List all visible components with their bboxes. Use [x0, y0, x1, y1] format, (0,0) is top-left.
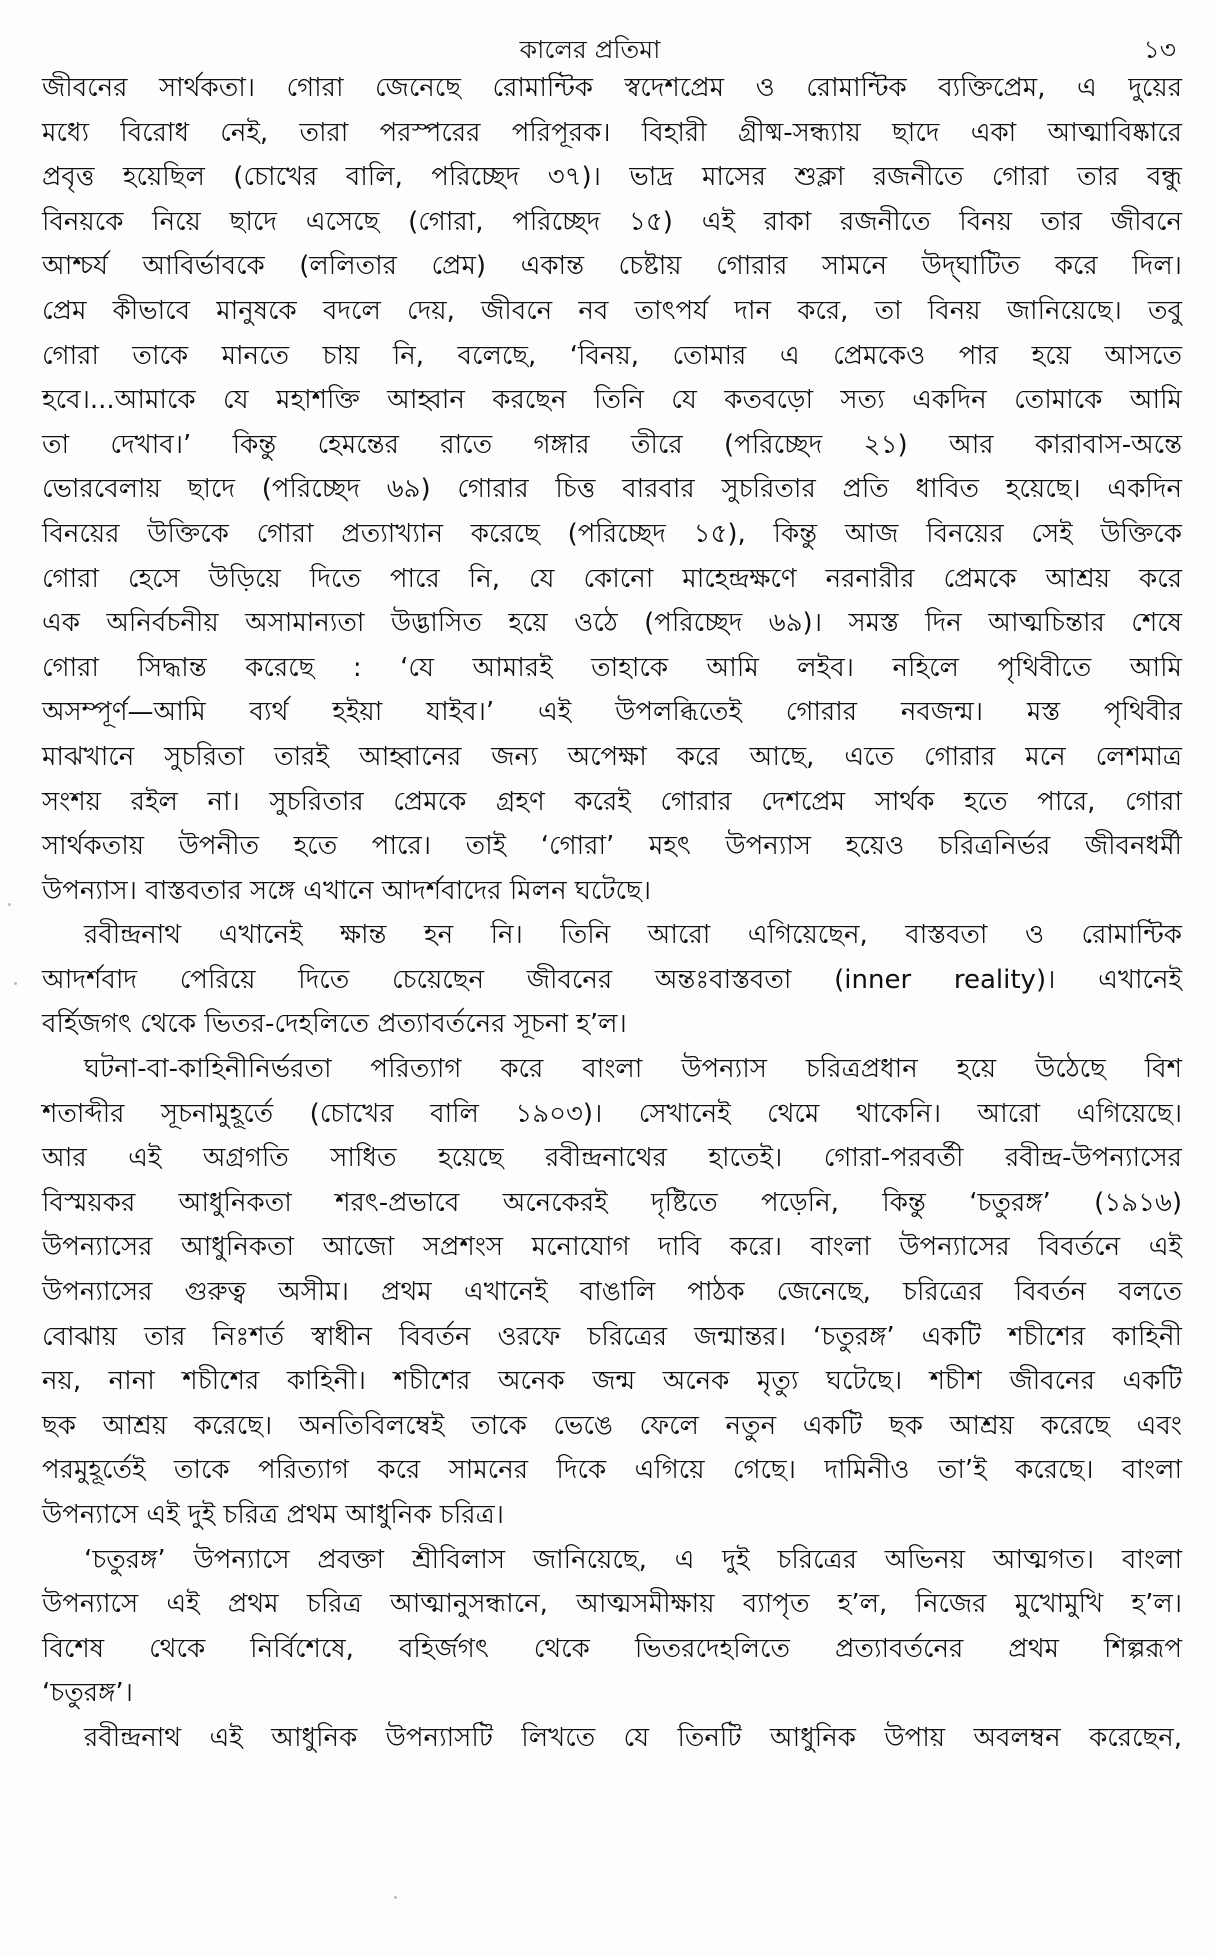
text-line-paragraph-start: ঘটনা-বা-কাহিনীনির্ভরতা পরিত্যাগ করে বাংলা উপন্যাস চরিত্রপ্রধান হয়ে উঠেছে বিশ: [84, 1054, 1182, 1085]
text-line: গোরা হেসে উড়িয়ে দিতে পারে নি, যে কোনো মাহেন্দ্রক্ষণে নরনারীর প্রেমকে আশ্রয় করে: [42, 563, 1182, 594]
text-line: উপন্যাসের গুরুত্ব অসীম। প্রথম এখানেই বাঙালি পাঠক জেনেছে, চরিত্রের বিবর্তন বলতে: [42, 1277, 1182, 1308]
text-line: উপন্যাসে এই প্রথম চরিত্র আত্মানুসন্ধানে, আত্মসমীক্ষায় ব্যাপৃত হ’ল, নিজের মুখোমুখি হ’ল।: [42, 1589, 1182, 1620]
text-line: ছক আশ্রয় করেছে। অনতিবিলম্বেই তাকে ভেঙে ফেলে নতুন একটি ছক আশ্রয় করেছে এবং: [42, 1410, 1182, 1441]
text-line: তা দেখাব।’ কিন্তু হেমন্তের রাতে গঙ্গার তীরে (পরিচ্ছেদ ২১) আর কারাবাস-অন্তে: [42, 429, 1182, 460]
text-line: বিশেষ থেকে নির্বিশেষে, বহির্জগৎ থেকে ভিতরদেহলিতে প্রত্যাবর্তনের প্রথম শিল্পরূপ: [42, 1633, 1182, 1664]
text-line: উপন্যাসের আধুনিকতা আজো সপ্রশংস মনোযোগ দাবি করে। বাংলা উপন্যাসের বিবর্তনে এই: [42, 1232, 1183, 1263]
text-line: প্রেম কীভাবে মানুষকে বদলে দেয়, জীবনে নব তাৎপর্য দান করে, তা বিনয় জানিয়েছে। তবু: [42, 295, 1182, 326]
text-line: শতাব্দীর সূচনামুহূর্তে (চোখের বালি ১৯০৩)। সেখানেই থেমে থাকেনি। আরো এগিয়েছে।: [42, 1098, 1182, 1129]
text-line: জীবনের সার্থকতা। গোরা জেনেছে রোমান্টিক স্বদেশপ্রেম ও রোমান্টিক ব্যক্তিপ্রেম, এ দুয়ের: [42, 73, 1182, 103]
text-line: বিনয়ের উক্তিকে গোরা প্রত্যাখ্যান করেছে (পরিচ্ছেদ ১৫), কিন্তু আজ বিনয়ের সেই উক্তিকে: [42, 518, 1182, 549]
text-line-paragraph-start: ‘চতুরঙ্গ’ উপন্যাসে প্রবক্তা শ্রীবিলাস জানিয়েছে, এ দুই চরিত্রের অভিনয় আত্মগত। বাংলা: [84, 1544, 1182, 1575]
text-line: ভোরবেলায় ছাদে (পরিচ্ছেদ ৬৯) গোরার চিত্ত বারবার সুচরিতার প্রতি ধাবিত হয়েছে। একদিন: [42, 474, 1182, 505]
text-line: মাঝখানে সুচরিতা তারই আহ্বানের জন্য অপেক্ষা করে আছে, এতে গোরার মনে লেশমাত্র: [42, 741, 1182, 772]
text-line: মধ্যে বিরোধ নেই, তারা পরস্পরের পরিপূরক। বিহারী গ্রীষ্ম-সন্ধ্যায় ছাদে একা আত্মাবিষ্কারে: [42, 117, 1182, 148]
text-line: বোঝায় তার নিঃশর্ত স্বাধীন বিবর্তন ওরফে চরিত্রের জন্মান্তর। ‘চতুরঙ্গ’ একটি শচীশের কাহিনী: [42, 1321, 1182, 1352]
scan-speck: [14, 982, 17, 985]
text-line-paragraph-end: বর্হিজগৎ থেকে ভিতর-দেহলিতে প্রত্যাবর্তনের সূচনা হ’ল।: [42, 1009, 627, 1040]
running-header: [0, 26, 1214, 70]
text-line: সার্থকতায় উপনীত হতে পারে। তাই ‘গোরা’ মহৎ উপন্যাস হয়েও চরিত্রনির্ভর জীবনধর্মী: [42, 831, 1182, 862]
text-line: আর এই অগ্রগতি সাধিত হয়েছে রবীন্দ্রনাথের হাতেই। গোরা-পরবর্তী রবীন্দ্র-উপন্যাসের: [42, 1143, 1182, 1174]
text-line: পরমুহূর্তেই তাকে পরিত্যাগ করে সামনের দিকে এগিয়ে গেছে। দামিনীও তা’ই করেছে। বাংলা: [42, 1455, 1182, 1486]
text-line-paragraph-end: উপন্যাস। বাস্তবতার সঙ্গে এখানে আদর্শবাদের মিলন ঘটেছে।: [42, 875, 652, 906]
text-line: অসম্পূর্ণ—আমি ব্যর্থ হইয়া যাইব।’ এই উপলব্ধিতেই গোরার নবজন্ম। মস্ত পৃথিবীর: [42, 697, 1182, 728]
text-line: গোরা তাকে মানতে চায় নি, বলেছে, ‘বিনয়, তোমার এ প্রেমকেও পার হয়ে আসতে: [42, 340, 1182, 371]
text-line: বিনয়কে নিয়ে ছাদে এসেছে (গোরা, পরিচ্ছেদ ১৫) এই রাকা রজনীতে বিনয় তার জীবনে: [42, 206, 1182, 237]
text-line-paragraph-end: উপন্যাসে এই দুই চরিত্র প্রথম আধুনিক চরিত্র।: [42, 1500, 504, 1530]
running-title: কালের প্রতিমা: [519, 35, 661, 64]
page-number: ১৩: [1143, 35, 1176, 64]
scan-speck: [8, 903, 11, 906]
text-line-paragraph-end: ‘চতুরঙ্গ’।: [42, 1678, 133, 1709]
text-line: হবে।...আমাকে যে মহাশক্তি আহ্বান করছেন তিনি যে কতবড়ো সত্য একদিন তোমাকে আমি: [42, 385, 1182, 416]
text-line-paragraph-start: রবীন্দ্রনাথ এই আধুনিক উপন্যাসটি লিখতে যে তিনটি আধুনিক উপায় অবলম্বন করেছেন,: [84, 1722, 1182, 1753]
text-line: গোরা সিদ্ধান্ত করেছে : ‘যে আমারই তাহাকে আমি লইব। নহিলে পৃথিবীতে আমি: [42, 652, 1182, 683]
scan-speck: [394, 1896, 397, 1899]
text-line: এক অনির্বচনীয় অসামান্যতা উদ্ভাসিত হয়ে ওঠে (পরিচ্ছেদ ৬৯)। সমস্ত দিন আত্মচিন্তার শেষে: [42, 608, 1182, 639]
text-line: বিস্ময়কর আধুনিকতা শরৎ-প্রভাবে অনেকেরই দৃষ্টিতে পড়েনি, কিন্তু ‘চতুরঙ্গ’ (১৯১৬): [42, 1187, 1182, 1218]
text-line: নয়, নানা শচীশের কাহিনী। শচীশের অনেক জন্ম অনেক মৃত্যু ঘটেছে। শচীশ জীবনের একটি: [42, 1366, 1182, 1397]
text-line-paragraph-start: রবীন্দ্রনাথ এখানেই ক্ষান্ত হন নি। তিনি আরো এগিয়েছেন, বাস্তবতা ও রোমান্টিক: [84, 920, 1182, 951]
text-line: সংশয় রইল না। সুচরিতার প্রেমকে গ্রহণ করেই গোরার দেশপ্রেম সার্থক হতে পারে, গোরা: [42, 786, 1182, 817]
text-line: আদর্শবাদ পেরিয়ে দিতে চেয়েছেন জীবনের অন্তঃবাস্তবতা (inner reality)। এখানেই: [42, 964, 1182, 995]
text-line: প্রবৃত্ত হয়েছিল (চোখের বালি, পরিচ্ছেদ ৩৭)। ভাদ্র মাসের শুক্লা রজনীতে গোরা তার বন্ধু: [42, 162, 1182, 193]
text-line: আশ্চর্য আবির্ভাবকে (ললিতার প্রেম) একান্ত চেষ্টায় গোরার সামনে উদ্‌ঘাটিত করে দিল।: [42, 251, 1182, 282]
body-text: [42, 66, 1182, 1761]
